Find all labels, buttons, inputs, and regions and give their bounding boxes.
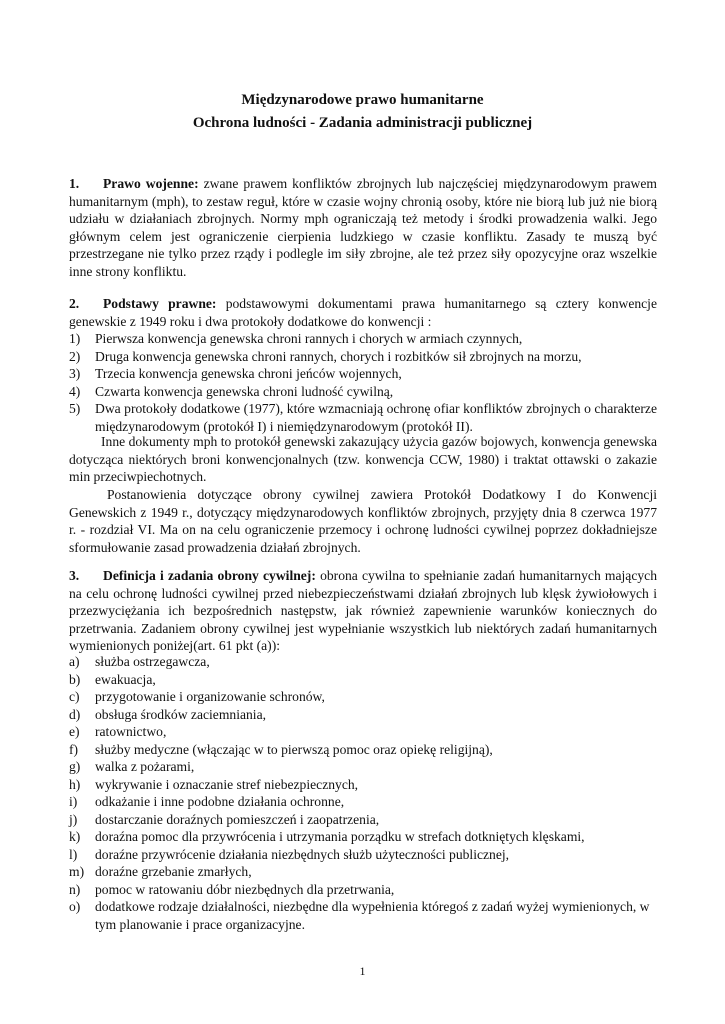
section-2-number: 2. [69, 296, 80, 311]
list-item [69, 846, 657, 864]
list-text: Pierwsza konwencja genewska chroni rannych i chorych w armiach czynnych, [95, 331, 523, 346]
list-text: Dwa protokoły dodatkowe (1977), które wzmacniają ochronę ofiar konfliktów zbrojnych o charakterze międzynarodowym (protokół I) i niemiędzynarodowym (protokół II). [95, 401, 657, 434]
list-marker: c) [69, 689, 80, 704]
list-marker: 5) [69, 401, 81, 416]
list-text: Druga konwencja genewska chroni rannych, chorych i rozbitków sił zbrojnych na morzu, [95, 348, 582, 364]
list-text: dodatkowe rodzaje działalności, niezbędne dla wypełnienia któregoś z zadań wyżej wymienionych, w tym planowanie i prace organizacyjne. [95, 899, 650, 932]
section-2 [69, 295, 657, 330]
list-item [69, 330, 657, 348]
list-text: przygotowanie i organizowanie schronów, [95, 689, 325, 704]
list-item [69, 793, 657, 811]
document-title: Międzynarodowe prawo humanitarne [241, 92, 484, 108]
section-3-text: obrona cywilna to spełnianie zadań humanitarnych mających na celu ochronę ludności cywilnej przed niebezpieczeństwami działań zbrojnych lub klęsk żywiołowych i przezwyciężania ich bezpośrednich następstw, jak również zapewnienie warunków koniecznych do przetrwania. Zadaniem obrony cywilnej jest wypełnianie wszystkich lub niektórych zadań humanitarnych wymienionych poniżej(art. 61 pkt (a)): [69, 568, 658, 653]
list-item [69, 671, 657, 689]
list-marker: 3) [69, 366, 81, 381]
list-text: dostarczanie doraźnych pomieszczeń i zaopatrzenia, [95, 811, 380, 827]
document-subtitle: Ochrona ludności - Zadania administracji publicznej [192, 115, 533, 131]
section-1-heading: Prawo wojenne: [103, 176, 199, 191]
list-item [69, 881, 657, 899]
list-marker: n) [69, 881, 81, 897]
list-item [69, 653, 657, 671]
list-text: służby medyczne (włączając w to pierwszą pomoc oraz opiekę religijną), [95, 741, 493, 757]
list-text: wykrywanie i oznaczanie stref niebezpiecznych, [95, 776, 359, 792]
section-2-paragraph-2: Inne dokumenty mph to protokół genewski zakazujący użycia gazów bojowych, konwencja genewska dotycząca niektórych broni konwencjonalnych (tzw. konwencja CCW, 1980) i traktat ottawski o zakazie min przeciwpiechotnych. [69, 434, 657, 484]
list-item [69, 828, 657, 846]
list-item [69, 741, 657, 759]
list-item [69, 706, 657, 724]
list-text: Czwarta konwencja genewska chroni ludność cywilną, [95, 383, 394, 399]
list-marker: 1) [69, 331, 81, 346]
list-item [69, 400, 657, 435]
list-marker: h) [69, 776, 81, 792]
section-2-text: podstawowymi dokumentami prawa humanitarnego są cztery konwencje genewskie z 1949 roku i dwa protokoły dodatkowe do konwencji : [69, 296, 657, 329]
section-1-text: zwane prawem konfliktów zbrojnych lub najczęściej międzynarodowym prawem humanitarnym (mph), to zestaw reguł, które w czasie wojny chronią osoby, które nie biorą lub już nie biorą udziału w działaniach zbrojnych. Normy mph ograniczają też metody i środki prowadzenia walki. Jego głównym celem jest ograniczenie cierpienia ludzkiego w czasie konfliktu. Zasady te muszą być przestrzegane nie tylko przez rządy i podlegle im siły zbrojne, ale też przez siły opozycyjne oraz wszelkie inne strony konfliktu. [69, 176, 657, 279]
list-marker: d) [69, 706, 81, 722]
section-2-paragraph-3: Postanowienia dotyczące obrony cywilnej zawiera Protokół Dodatkowy I do Konwencji Genewskich z 1949 r., dotyczący międzynarodowych konfliktów zbrojnych, przyjęty dnia 8 czerwca 1977 r. - rozdział VI. Ma on na celu ograniczenie przemocy i ochronę ludności cywilnej poprzez dokładniejsze sformułowanie zasad prowadzenia działań zbrojnych. [69, 487, 657, 555]
list-marker: g) [69, 759, 81, 774]
list-marker: k) [69, 829, 81, 844]
section-1 [69, 175, 657, 280]
list-text: doraźne przywrócenie działania niezbędnych służb użyteczności publicznej, [95, 846, 510, 862]
list-marker: o) [69, 899, 81, 914]
list-item [69, 688, 657, 706]
list-marker: e) [69, 724, 80, 739]
list-item [69, 348, 657, 366]
list-item [69, 898, 657, 933]
page-number: 1 [359, 964, 366, 978]
section-3-number: 3. [69, 568, 80, 583]
section-3-heading: Definicja i zadania obrony cywilnej: [103, 568, 316, 583]
list-item [69, 811, 657, 829]
list-marker: j) [69, 811, 78, 827]
list-marker: b) [69, 671, 81, 687]
list-text: ewakuacja, [95, 671, 156, 687]
list-marker: l) [69, 846, 78, 862]
list-item [69, 758, 657, 776]
list-item [69, 723, 657, 741]
list-text: walka z pożarami, [95, 759, 195, 774]
legal-basis-list [69, 330, 657, 435]
list-text: Trzecia konwencja genewska chroni jeńców wojennych, [95, 366, 402, 381]
list-text: pomoc w ratowaniu dóbr niezbędnych dla przetrwania, [95, 881, 395, 897]
list-marker: 2) [69, 348, 81, 364]
section-2-heading: Podstawy prawne: [103, 296, 217, 311]
list-text: służba ostrzegawcza, [95, 654, 210, 669]
list-item [69, 365, 657, 383]
list-text: ratownictwo, [95, 724, 167, 739]
list-marker: f) [69, 741, 79, 757]
section-1-number: 1. [69, 176, 80, 191]
list-item [69, 863, 657, 881]
list-marker: a) [69, 654, 80, 669]
list-item [69, 383, 657, 401]
list-marker: i) [69, 794, 78, 809]
list-text: doraźna pomoc dla przywrócenia i utrzymania porządku w strefach dotkniętych klęskami, [95, 829, 585, 844]
section-3 [69, 567, 657, 655]
list-marker: m) [69, 864, 85, 879]
list-item [69, 776, 657, 794]
list-text: doraźne grzebanie zmarłych, [95, 864, 252, 879]
civil-defence-tasks-list [69, 653, 657, 933]
list-marker: 4) [69, 383, 81, 399]
list-text: obsługa środków zaciemniania, [95, 706, 267, 722]
list-text: odkażanie i inne podobne działania ochronne, [95, 794, 345, 809]
